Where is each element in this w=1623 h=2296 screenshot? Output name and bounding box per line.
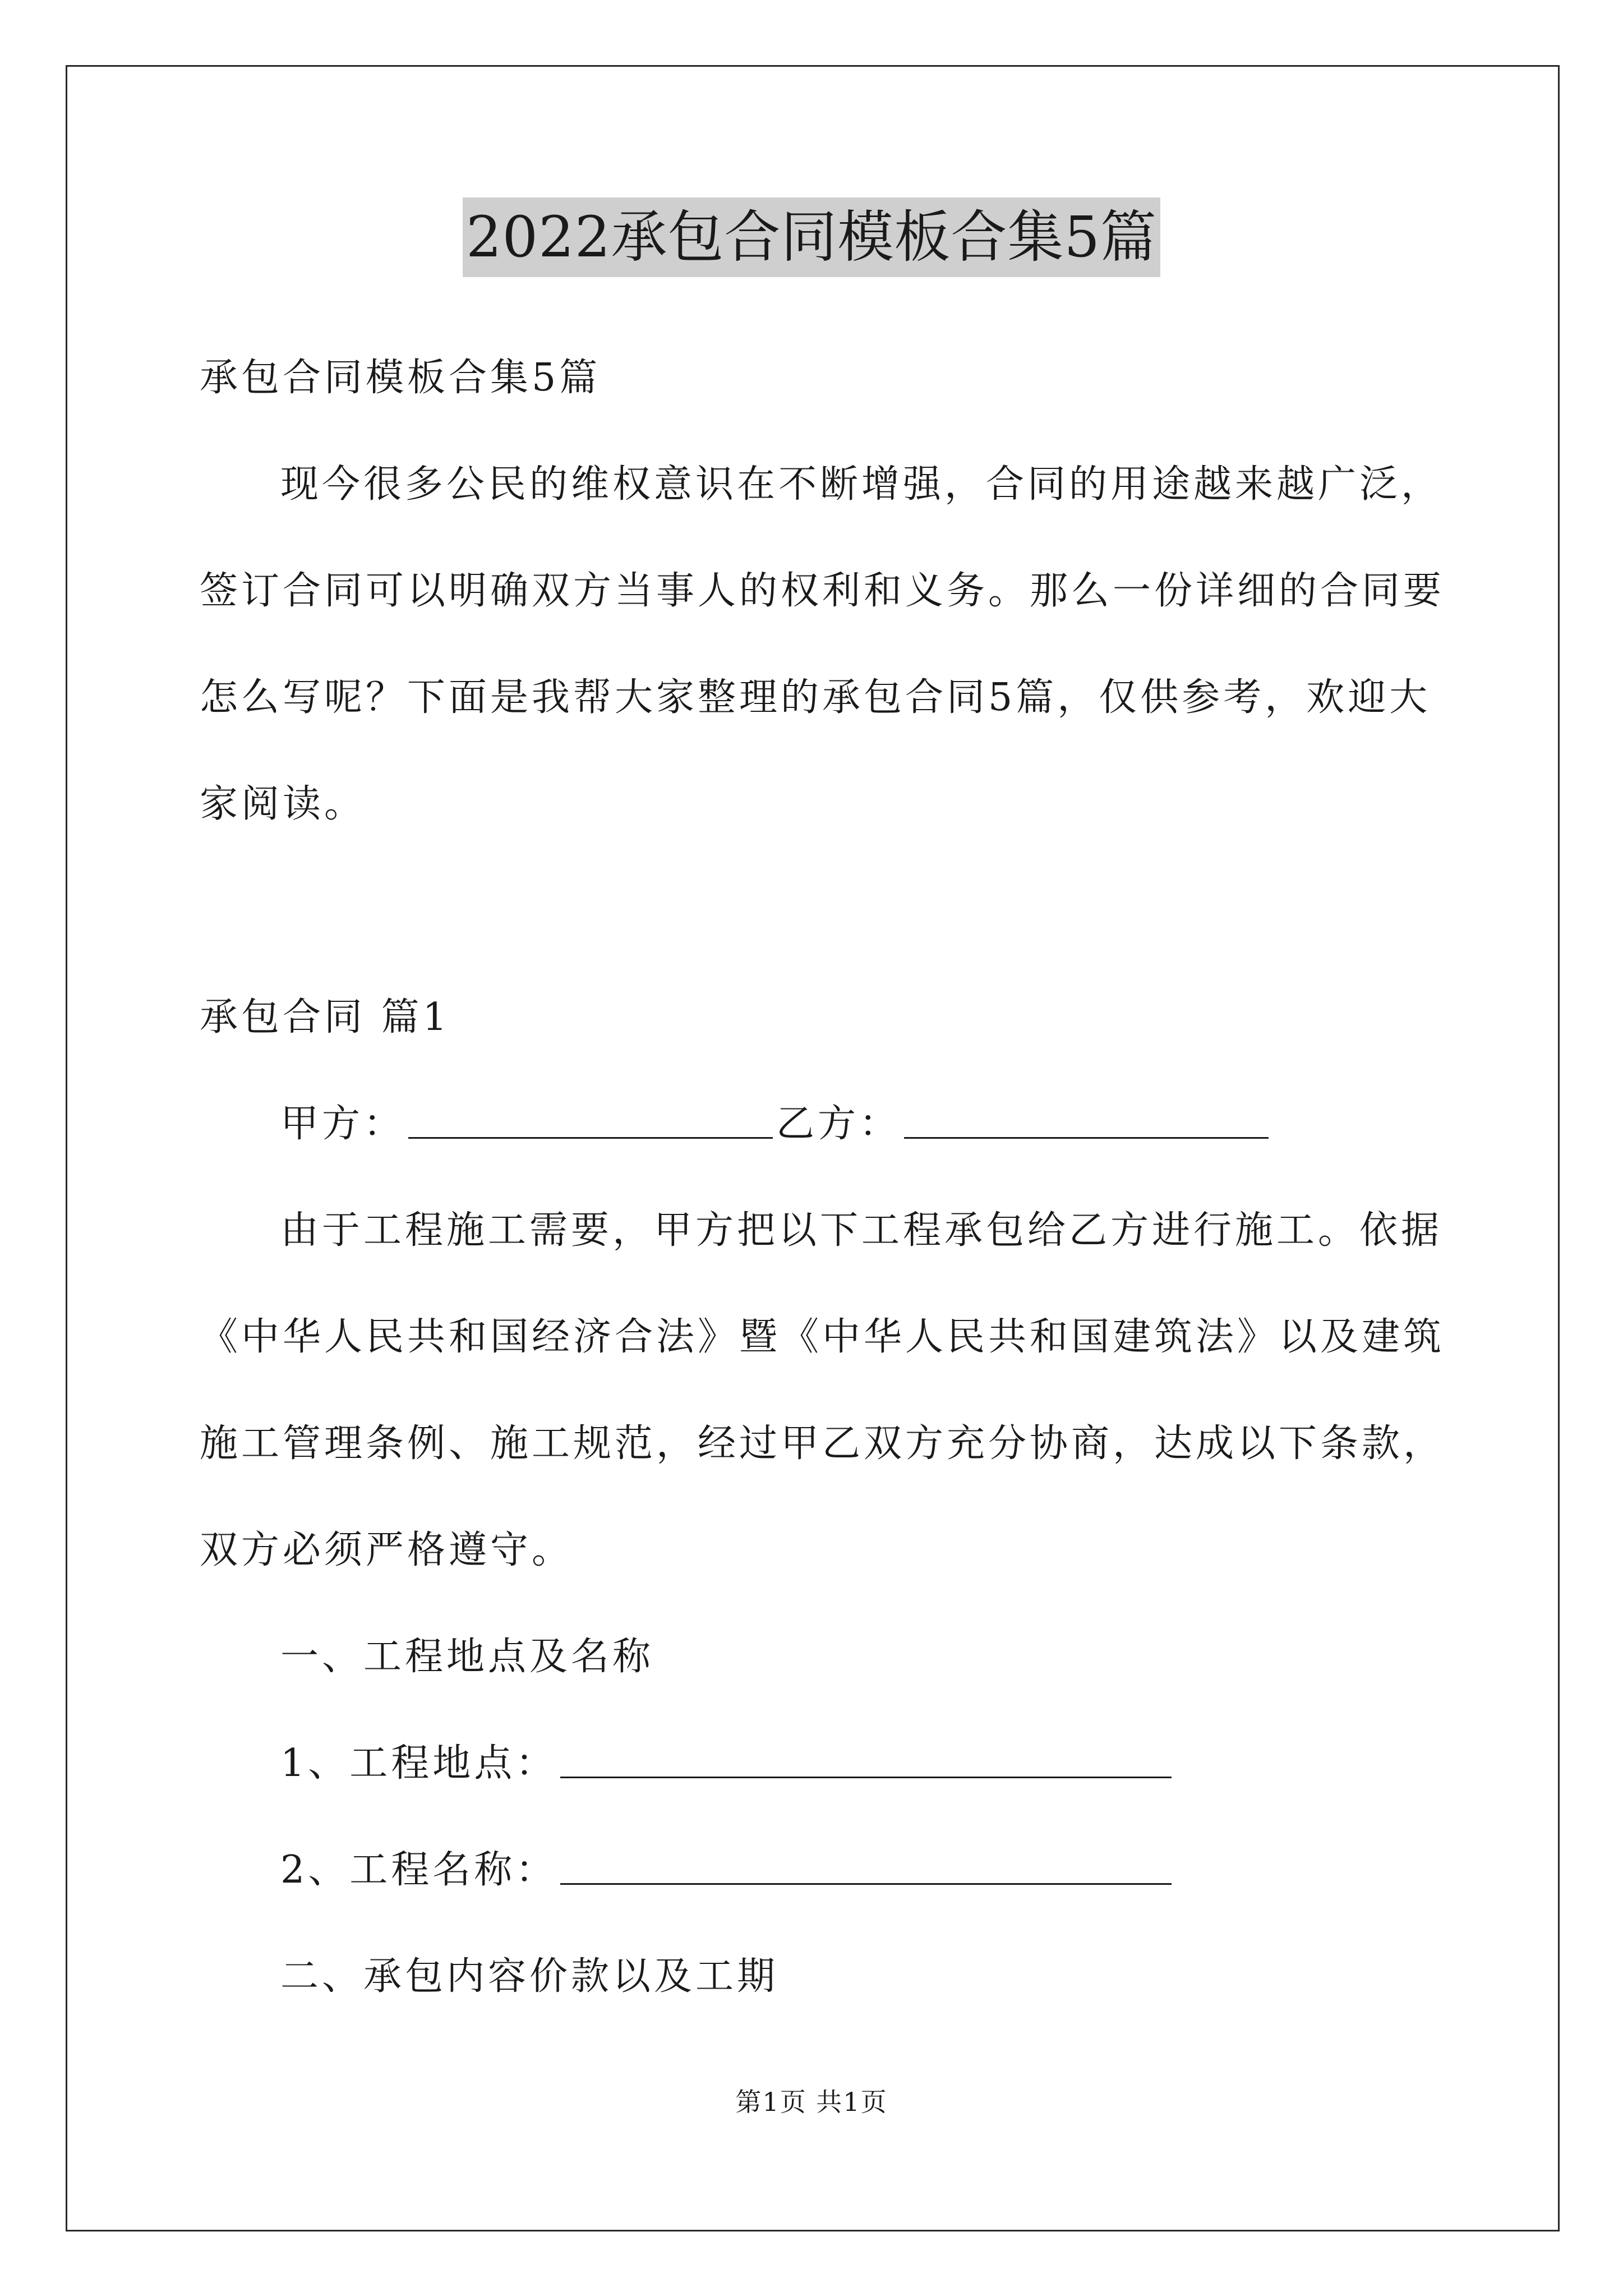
intro-line: 怎么写呢？下面是我帮大家整理的承包合同5篇，仅供参考，欢迎大 [200,675,1431,720]
document-title: 2022承包合同模板合集5篇 [463,197,1160,277]
intro-line: 现今很多公民的维权意识在不断增强，合同的用途越来越广泛， [280,462,1443,507]
clause-heading: 二、承包内容价款以及工期 [280,1954,779,1999]
body-line: 施工管理条例、施工规范，经过甲乙双方充分协商，达成以下条款， [200,1421,1445,1466]
item-line [280,1844,1175,1896]
section-heading: 承包合同 篇1 [200,995,450,1039]
party-b-blank [904,1137,1269,1139]
body-line: 由于工程施工需要，甲方把以下工程承包给乙方进行施工。依据 [280,1208,1443,1253]
body-line: 双方必须严格遵守。 [200,1528,574,1572]
item-label: 1、工程地点： [280,1741,557,1786]
clause-heading: 一、工程地点及名称 [280,1635,654,1679]
party-a-label: 甲方： [280,1102,405,1146]
item-label: 2、工程名称： [280,1848,557,1892]
parties-line [280,1098,1272,1150]
page-footer: 第1页 共1页 [735,2087,888,2117]
body-line: 《中华人民共和国经济合法》暨《中华人民共和国建筑法》以及建筑 [200,1315,1445,1359]
item-line [280,1738,1175,1789]
intro-line: 家阅读。 [200,782,366,826]
item-blank [560,1777,1172,1778]
party-a-blank [408,1137,773,1139]
item-blank [560,1883,1172,1885]
intro-line: 签订合同可以明确双方当事人的权利和义务。那么一份详细的合同要 [200,569,1445,613]
document-subtitle: 承包合同模板合集5篇 [200,356,601,400]
party-b-label: 乙方： [776,1102,901,1146]
title-container [0,197,1623,277]
